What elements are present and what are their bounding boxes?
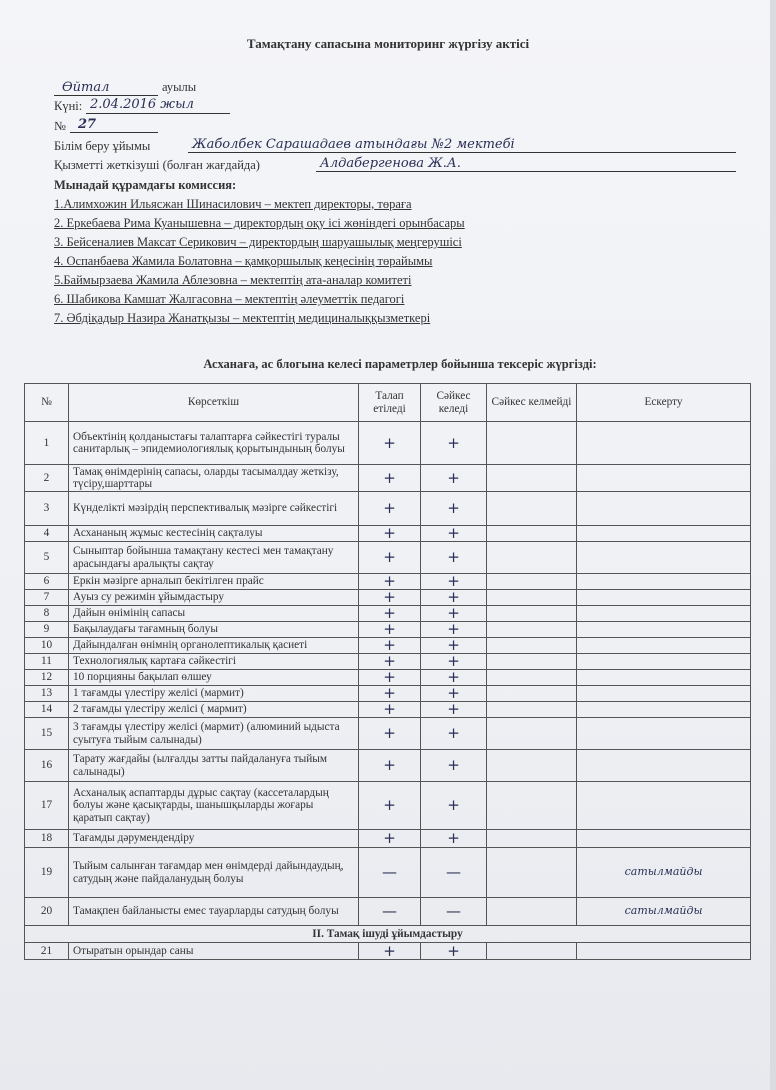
- row-noncompliant-mark: [487, 422, 577, 465]
- org-value: Жаболбек Сарашадаев атындағы №2 мектебі: [192, 137, 515, 152]
- row-required-mark: +: [359, 830, 421, 848]
- table-row: [25, 782, 751, 830]
- row-noncompliant-mark: [487, 702, 577, 718]
- date-label: Күні:: [54, 99, 83, 113]
- row-number: 21: [25, 943, 69, 960]
- row-number: 19: [25, 848, 69, 898]
- row-compliant-mark: +: [421, 638, 487, 654]
- row-required-mark: —: [359, 848, 421, 898]
- row-required-mark: +: [359, 750, 421, 782]
- row-note: сатылмайды: [577, 848, 751, 898]
- row-required-mark: +: [359, 638, 421, 654]
- section-row: [25, 926, 751, 943]
- row-number: 18: [25, 830, 69, 848]
- row-note: [577, 686, 751, 702]
- commission-member-1: 1.Алимхожин Ильясжан Шинасилович – мектеп директоры, төраға: [54, 197, 412, 211]
- section-title: II. Тамақ ішуді ұйымдастыру: [25, 926, 751, 943]
- table-row: [25, 702, 751, 718]
- row-note: [577, 750, 751, 782]
- row-compliant-mark: +: [421, 718, 487, 750]
- row-number: 15: [25, 718, 69, 750]
- number-label: №: [54, 119, 66, 133]
- row-indicator: Бақылаудағы тағамның болуы: [69, 622, 359, 638]
- row-note: [577, 492, 751, 526]
- row-compliant-mark: +: [421, 574, 487, 590]
- provider-label: Қызметті жеткізуші (болған жағдайда): [54, 158, 260, 172]
- row-note: [577, 782, 751, 830]
- table-row: [25, 574, 751, 590]
- table-row: [25, 492, 751, 526]
- document-title: Тамақтану сапасына мониторинг жүргізу актісі: [246, 36, 530, 51]
- table-row: [25, 670, 751, 686]
- org-label: Білім беру ұйымы: [54, 139, 151, 153]
- row-noncompliant-mark: [487, 670, 577, 686]
- row-required-mark: +: [359, 574, 421, 590]
- table-row: [25, 422, 751, 465]
- commission-member-2: 2. Еркебаева Рима Куанышевна – директордың оқу ісі жөніндегі орынбасары: [54, 216, 465, 230]
- row-indicator: Тыйым салынған тағамдар мен өнімдерді дайындаудың, сатудың және пайдаланудың болуы: [69, 848, 359, 898]
- col-header-required: Талап етіледі: [359, 384, 421, 422]
- row-required-mark: +: [359, 465, 421, 492]
- row-number: 9: [25, 622, 69, 638]
- table-header-row: [25, 384, 751, 422]
- table-row: [25, 526, 751, 542]
- row-indicator: Дайындалған өнімнің органолептикалық қасиеті: [69, 638, 359, 654]
- row-compliant-mark: +: [421, 686, 487, 702]
- row-noncompliant-mark: [487, 542, 577, 574]
- row-compliant-mark: +: [421, 422, 487, 465]
- row-indicator: 1 тағамды үлестіру желісі (мармит): [69, 686, 359, 702]
- number-underline: [70, 132, 158, 133]
- row-number: 11: [25, 654, 69, 670]
- table-heading: Асханаға, ас блогына келесі параметрлер бойынша тексеріс жүргізді:: [203, 357, 597, 371]
- row-compliant-mark: —: [421, 898, 487, 926]
- row-noncompliant-mark: [487, 848, 577, 898]
- row-noncompliant-mark: [487, 750, 577, 782]
- number-value: 27: [78, 117, 97, 132]
- row-compliant-mark: —: [421, 848, 487, 898]
- row-number: 7: [25, 590, 69, 606]
- row-compliant-mark: +: [421, 465, 487, 492]
- row-note: [577, 574, 751, 590]
- row-required-mark: +: [359, 718, 421, 750]
- row-number: 3: [25, 492, 69, 526]
- table-row: [25, 718, 751, 750]
- row-indicator: Күнделікті мәзірдің перспективалық мәзірге сәйкестігі: [69, 492, 359, 526]
- col-header-note: Ескерту: [577, 384, 751, 422]
- row-required-mark: +: [359, 702, 421, 718]
- table-row: [25, 686, 751, 702]
- village-label: ауылы: [162, 80, 197, 94]
- row-number: 4: [25, 526, 69, 542]
- row-compliant-mark: +: [421, 830, 487, 848]
- row-required-mark: +: [359, 670, 421, 686]
- table-row: [25, 622, 751, 638]
- row-indicator: Тарату жағдайы (ылғалды затты пайдалануға тыйым салынады): [69, 750, 359, 782]
- village-underline: [54, 95, 158, 96]
- row-compliant-mark: +: [421, 943, 487, 960]
- commission-member-5: 5.Баймырзаева Жамила Аблезовна – мектептің ата-аналар комитеті: [54, 273, 412, 287]
- row-indicator: Асханалық аспаптарды дұрыс сақтау (кассеталардың болуы және қасықтарды, шанышқыларды жоғары қаратып сақтау): [69, 782, 359, 830]
- row-note: [577, 465, 751, 492]
- row-compliant-mark: +: [421, 526, 487, 542]
- org-underline: [188, 152, 736, 153]
- table-row: [25, 830, 751, 848]
- table-body: [25, 422, 751, 960]
- row-required-mark: +: [359, 686, 421, 702]
- table-row: [25, 465, 751, 492]
- row-noncompliant-mark: [487, 465, 577, 492]
- row-note: [577, 702, 751, 718]
- row-noncompliant-mark: [487, 590, 577, 606]
- row-number: 17: [25, 782, 69, 830]
- col-header-number: №: [25, 384, 69, 422]
- table-row: [25, 542, 751, 574]
- row-indicator: Дайын өнімінің сапасы: [69, 606, 359, 622]
- row-noncompliant-mark: [487, 943, 577, 960]
- row-required-mark: +: [359, 654, 421, 670]
- row-note: сатылмайды: [577, 898, 751, 926]
- row-compliant-mark: +: [421, 750, 487, 782]
- row-indicator: Сыныптар бойынша тамақтану кестесі мен тамақтану арасындағы аралықты сақтау: [69, 542, 359, 574]
- row-required-mark: +: [359, 422, 421, 465]
- row-note: [577, 638, 751, 654]
- row-compliant-mark: +: [421, 606, 487, 622]
- row-compliant-mark: +: [421, 702, 487, 718]
- row-indicator: 2 тағамды үлестіру желісі ( мармит): [69, 702, 359, 718]
- row-noncompliant-mark: [487, 782, 577, 830]
- row-required-mark: +: [359, 590, 421, 606]
- row-compliant-mark: +: [421, 542, 487, 574]
- row-note: [577, 654, 751, 670]
- row-note: [577, 718, 751, 750]
- commission-member-3: 3. Бейсеналиев Максат Серикович – директордың шаруашылық меңгерушісі: [54, 235, 462, 249]
- row-noncompliant-mark: [487, 686, 577, 702]
- row-note: [577, 526, 751, 542]
- commission-member-7: 7. Әбдіқадыр Назира Жанатқызы – мектептің медициналыққызметкері: [54, 311, 431, 325]
- row-note: [577, 542, 751, 574]
- provider-value: Алдабергенова Ж.А.: [320, 156, 461, 171]
- table-row: [25, 750, 751, 782]
- row-noncompliant-mark: [487, 606, 577, 622]
- row-compliant-mark: +: [421, 782, 487, 830]
- row-indicator: Ауыз су режимін ұйымдастыру: [69, 590, 359, 606]
- row-number: 16: [25, 750, 69, 782]
- village-name: Өйтал: [62, 80, 110, 95]
- row-required-mark: +: [359, 943, 421, 960]
- row-noncompliant-mark: [487, 638, 577, 654]
- table-row: [25, 606, 751, 622]
- row-required-mark: +: [359, 492, 421, 526]
- row-indicator: Еркін мәзірге арналып бекітілген прайс: [69, 574, 359, 590]
- inspection-table: [24, 383, 751, 960]
- row-number: 20: [25, 898, 69, 926]
- row-indicator: Отыратын орындар саны: [69, 943, 359, 960]
- row-compliant-mark: +: [421, 670, 487, 686]
- row-noncompliant-mark: [487, 574, 577, 590]
- row-indicator: 10 порцияны бақылап өлшеу: [69, 670, 359, 686]
- col-header-compliant: Сәйкес келеді: [421, 384, 487, 422]
- row-compliant-mark: +: [421, 654, 487, 670]
- table-row: [25, 590, 751, 606]
- table-row: [25, 898, 751, 926]
- row-compliant-mark: +: [421, 590, 487, 606]
- row-indicator: 3 тағамды үлестіру желісі (мармит) (алюминий ыдыста суытуға тыйым салынады): [69, 718, 359, 750]
- row-indicator: Тамақ өнімдерінің сапасы, оларды тасымалдау жеткізу, түсіру,шарттары: [69, 465, 359, 492]
- row-number: 10: [25, 638, 69, 654]
- row-noncompliant-mark: [487, 654, 577, 670]
- row-note: [577, 590, 751, 606]
- row-noncompliant-mark: [487, 492, 577, 526]
- row-note: [577, 830, 751, 848]
- row-note: [577, 422, 751, 465]
- table-row: [25, 943, 751, 960]
- col-header-noncompliant: Сәйкес келмейді: [487, 384, 577, 422]
- row-number: 1: [25, 422, 69, 465]
- row-number: 2: [25, 465, 69, 492]
- commission-member-4: 4. Оспанбаева Жамила Болатовна – қамқоршылық кеңесінің төрайымы: [54, 254, 433, 268]
- date-value: 2.04.2016 жыл: [90, 97, 194, 112]
- row-indicator: Тамақпен байланысты емес тауарларды сатудың болуы: [69, 898, 359, 926]
- row-number: 5: [25, 542, 69, 574]
- table-row: [25, 638, 751, 654]
- row-noncompliant-mark: [487, 718, 577, 750]
- row-required-mark: +: [359, 526, 421, 542]
- row-required-mark: +: [359, 606, 421, 622]
- table-row: [25, 848, 751, 898]
- col-header-indicator: Көрсеткіш: [69, 384, 359, 422]
- date-underline: [86, 113, 230, 114]
- table-row: [25, 654, 751, 670]
- row-indicator: Асхананың жұмыс кестесінің сақталуы: [69, 526, 359, 542]
- row-noncompliant-mark: [487, 622, 577, 638]
- row-compliant-mark: +: [421, 492, 487, 526]
- row-number: 13: [25, 686, 69, 702]
- row-noncompliant-mark: [487, 526, 577, 542]
- provider-underline: [316, 171, 736, 172]
- row-number: 12: [25, 670, 69, 686]
- row-required-mark: —: [359, 898, 421, 926]
- commission-heading: Мынадай құрамдағы комиссия:: [54, 178, 237, 192]
- row-required-mark: +: [359, 542, 421, 574]
- row-noncompliant-mark: [487, 830, 577, 848]
- row-noncompliant-mark: [487, 898, 577, 926]
- row-compliant-mark: +: [421, 622, 487, 638]
- row-note: [577, 606, 751, 622]
- row-indicator: Объектінің қолданыстағы талаптарға сәйкестігі туралы санитарлық – эпидемиологиялық қорытындының болуы: [69, 422, 359, 465]
- row-indicator: Тағамды дәрумендендіру: [69, 830, 359, 848]
- row-required-mark: +: [359, 622, 421, 638]
- commission-member-6: 6. Шабикова Камшат Жалгасовна – мектептің әлеуметтік педагогі: [54, 292, 405, 306]
- row-number: 14: [25, 702, 69, 718]
- row-note: [577, 622, 751, 638]
- row-note: [577, 670, 751, 686]
- row-number: 6: [25, 574, 69, 590]
- row-note: [577, 943, 751, 960]
- row-number: 8: [25, 606, 69, 622]
- row-indicator: Технологиялық картаға сәйкестігі: [69, 654, 359, 670]
- row-required-mark: +: [359, 782, 421, 830]
